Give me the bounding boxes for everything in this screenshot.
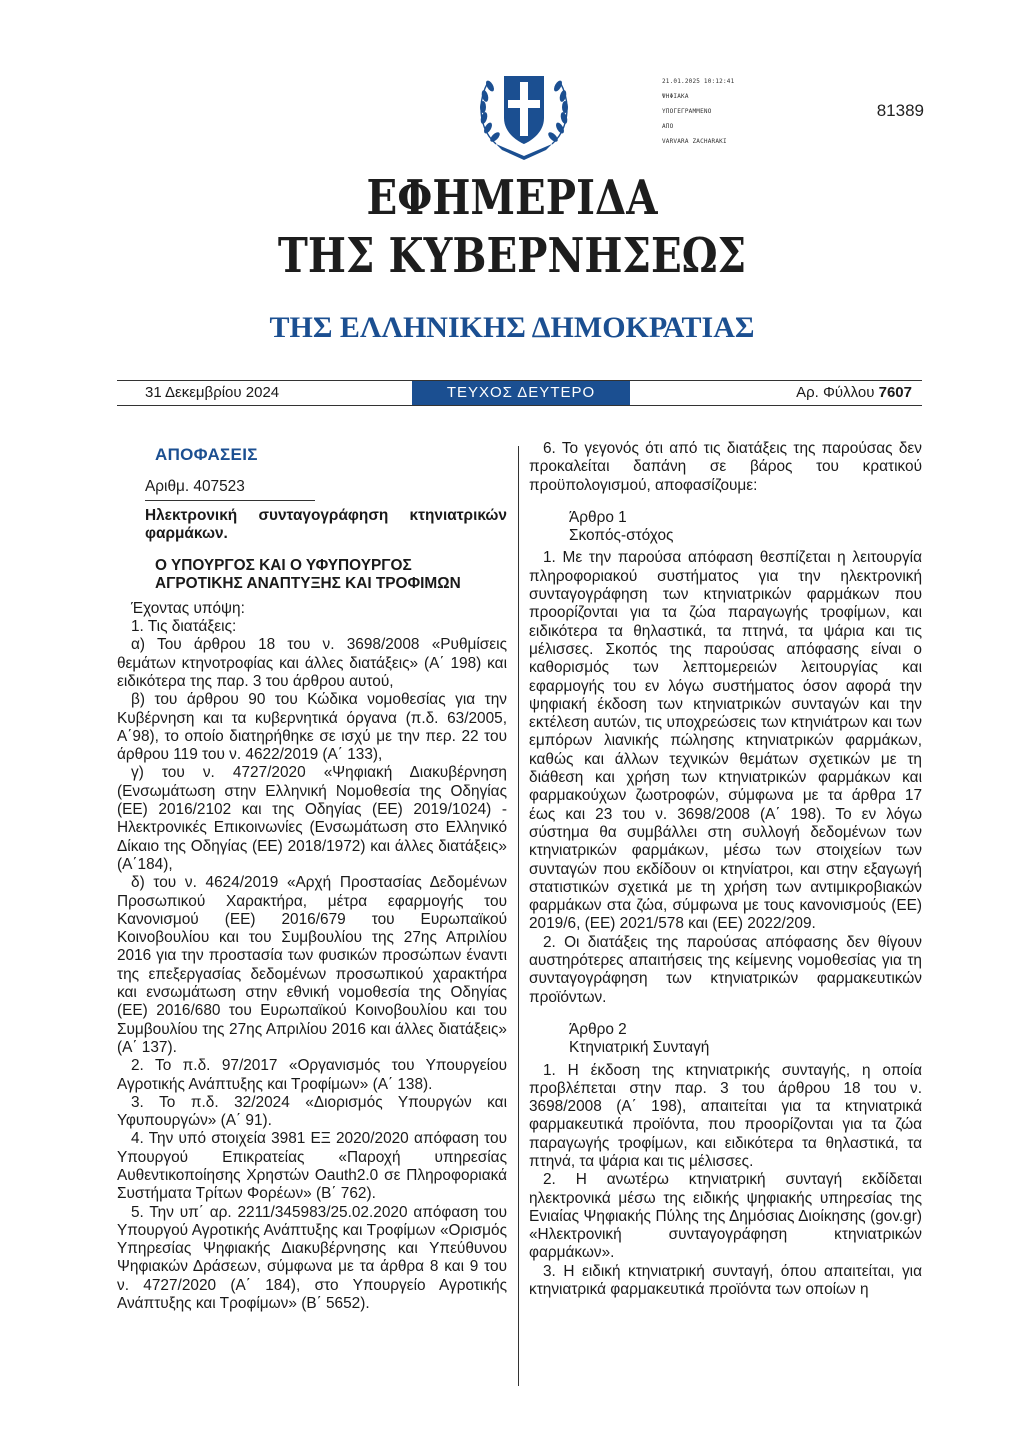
sheet-number: [796, 384, 912, 401]
issue-type-badge: ΤΕΥΧΟΣ ΔΕΥΤΕΡΟ: [412, 381, 630, 405]
page-number: 81389: [876, 101, 924, 120]
paragraph: 5. Την υπ΄ αρ. 2211/345983/25.02.2020 απόφαση του Υπουργού Αγροτικής Ανάπτυξης και Τροφίμων «Ορισμός Υπηρεσίας Ψηφιακής Διακυβέρνησης και Υπεύθυνου Ψηφιακών Δράσεων, σύμφωνα με τα άρθρα 8 και 9 του ν. 4727/2020 (Α΄ 184), στο Υπουργείο Αγροτικής Ανάπτυξης και Τροφίμων» (Β΄ 5652).: [117, 1203, 507, 1313]
paragraph: 3. Η ειδική κτηνιατρική συνταγή, όπου απαιτείται, για κτηνιατρικά φαρμακευτικά προϊόντα των οποίων η: [529, 1262, 922, 1299]
paragraph: 1. Η έκδοση της κτηνιατρικής συνταγής, η οποία προβλέπεται στην παρ. 3 του άρθρου 18 του ν. 3698/2008 (Α΄ 198), απαιτείται για τα κτηνιατρικά φαρμακευτικά προϊόντα, που προορίζονται για τα ζώα παραγωγής τροφίμων, και ειδικότερα τα θηλαστικά, τα πτηνά, τα ψάρια και τις μέλισσες.: [529, 1061, 922, 1170]
article-2-heading: Άρθρο 2: [569, 1020, 627, 1038]
paragraph: 4. Την υπό στοιχεία 3981 ΕΞ 2020/2020 απόφαση του Υπουργού Επικρατείας «Παροχή υπηρεσίας Αυθεντικοποίησης Χρηστών Oauth2.0 σε Πληροφοριακά Συστήματα Τρίτων Φορέων» (Β΄ 762).: [117, 1130, 507, 1203]
sheet-number-value: 7607: [878, 384, 912, 401]
authority-line: ΑΓΡΟΤΙΚΗΣ ΑΝΑΠΤΥΞΗΣ ΚΑΙ ΤΡΟΦΙΜΩΝ: [155, 575, 461, 593]
issue-bar-bottom-rule: [117, 405, 922, 406]
gazette-subtitle: ΤΗΣ ΕΛΛΗΝΙΚΗΣ ΔΗΜΟΚΡΑΤΙΑΣ: [269, 311, 755, 344]
hellenic-republic-emblem: [466, 52, 582, 168]
stamp-line: VARVARA ZACHARAKI: [662, 138, 727, 145]
paragraph: γ) του ν. 4727/2020 «Ψηφιακή Διακυβέρνηση (Ενσωμάτωση στην Ελληνική Νομοθεσία της Οδηγίας (ΕΕ) 2016/2102 και της Οδηγίας (ΕΕ) 2019/1024) - Ηλεκτρονικές Επικοινωνίες (Ενσωμάτωση στο Ελληνικό Δίκαιο της Οδηγίας (ΕΕ) 2018/1972) και άλλες διατάξεις» (Α΄184),: [117, 764, 507, 873]
stamp-line: ΨΗΦΙΑΚΑ: [662, 93, 689, 100]
article-1-heading: Άρθρο 1: [569, 508, 627, 526]
authority-line: Ο ΥΠΟΥΡΓΟΣ ΚΑΙ Ο ΥΦΥΠΟΥΡΓΟΣ: [155, 557, 412, 575]
left-column: [117, 440, 507, 1313]
decision-number: Αριθμ. 407523: [145, 478, 315, 500]
stamp-line: ΑΠΟ: [662, 123, 674, 130]
stamp-line: ΥΠΟΓΕΓΡΑΜΜΕΝΟ: [662, 108, 712, 115]
gazette-title-line-2: ΤΗΣ ΚΥΒΕΡΝΗΣΕΩΣ: [277, 228, 747, 284]
article-2-title: Κτηνιατρική Συνταγή: [569, 1039, 710, 1057]
paragraph: 3. Το π.δ. 32/2024 «Διορισμός Υπουργών και Υφυπουργών» (Α΄ 91).: [117, 1093, 507, 1130]
paragraph: 1. Τις διατάξεις:: [131, 618, 237, 636]
paragraph: 6. Το γεγονός ότι από τις διατάξεις της παρούσας δεν προκαλείται δαπάνη σε βάρος του κρατικού προϋπολογισμού, αποφασίζουμε:: [529, 440, 922, 494]
paragraph: 1. Με την παρούσα απόφαση θεσπίζεται η λειτουργία πληροφοριακού συστήματος για την ηλεκτρονική συνταγογράφηση των κτηνιατρικών φαρμάκων που προορίζονται για τα ζώα παραγωγής τροφίμων, και ειδικότερα τα θηλαστικά, τα πτηνά, τα ψάρια και τις μέλισσες. Σκοπός της παρούσας απόφασης είναι ο καθορισμός των λεπτομερειών λειτουργίας και εφαρμογής του εν λόγω συστήματος όσον αφορά την ψηφιακή έκδοση των κτηνιατρικών συνταγών και την εκτέλεση αυτών, τις υποχρεώσεις των κτηνιάτρων και των εμπόρων λιανικής πώλησης κτηνιατρικών φαρμάκων, καθώς και άλλων τεχνικών θεμάτων σχετικών με τη διάθεση και χρήση των κτηνιατρικών φαρμάκων και φαρμακούχων ζωοτροφών, σύμφωνα με τα άρθρα 17 έως και 23 του ν. 3698/2008 (Α΄ 198). Το εν λόγω σύστημα θα συμβάλλει στη συλλογή δεδομένων των κτηνιατρικών φαρμάκων, μέσω των στοιχείων των συνταγών που εκδίδουν οι κτηνίατροι, και στην εξαγωγή στατιστικών σχετικά με τη χρήση των αντιμικροβιακών φαρμάκων στα ζώα, σύμφωνα με τους κανονισμούς (ΕΕ) 2019/6, (ΕΕ) 2021/578 και (ΕΕ) 2022/209.: [529, 549, 922, 933]
paragraph: 2. Η ανωτέρω κτηνιατρική συνταγή εκδίδεται ηλεκτρονικά μέσω της ειδικής ψηφιακής υπηρεσίας της Ενιαίας Ψηφιακής Πύλης της Δημόσιας Διοίκησης (gov.gr) «Ηλεκτρονική συνταγογράφηση κτηνιατρικών φαρμάκων».: [529, 1171, 922, 1262]
gazette-title-line-1: ΕΦΗΜΕΡΙΔΑ: [366, 170, 658, 226]
section-heading: ΑΠΟΦΑΣΕΙΣ: [155, 445, 258, 464]
paragraph: Έχοντας υπόψη:: [131, 599, 245, 617]
sheet-label: Αρ. Φύλλου: [796, 384, 875, 401]
decision-title: Ηλεκτρονική συνταγογράφηση κτηνιατρικών φαρμάκων.: [145, 506, 507, 542]
paragraph: δ) του ν. 4624/2019 «Αρχή Προστασίας Δεδομένων Προσωπικού Χαρακτήρα, μέτρα εφαρμογής του Κανονισμού (ΕΕ) 2016/679 του Ευρωπαϊκού Κοινοβουλίου και του Συμβουλίου της 27ης Απριλίου 2016 για την προστασία των φυσικών προσώπων έναντι της επεξεργασίας δεδομένων προσωπικού χαρακτήρα και ενσωμάτωση στην εθνική νομοθεσία της Οδηγίας (ΕΕ) 2016/680 του Ευρωπαϊκού Κοινοβουλίου και του Συμβουλίου της 27ης Απριλίου 2016 και άλλες διατάξεις» (Α΄ 137).: [117, 874, 507, 1056]
paragraph: α) Του άρθρου 18 του ν. 3698/2008 «Ρυθμίσεις θεμάτων κτηνοτροφίας και άλλες διατάξεις» (Α΄ 198) και ειδικότερα της παρ. 3 του άρθρου αυτού,: [117, 636, 507, 690]
paragraph: 2. Οι διατάξεις της παρούσας απόφασης δεν θίγουν αυστηρότερες απαιτήσεις της κείμενης νομοθεσίας για τη συνταγογράφηση των κτηνιατρικών φαρμακευτικών προϊόντων.: [529, 933, 922, 1006]
issue-info-bar: [117, 380, 922, 406]
digital-signature-stamp: [662, 74, 734, 149]
article-1-title: Σκοπός-στόχος: [569, 527, 674, 545]
right-column: [529, 440, 922, 1299]
paragraph: β) του άρθρου 90 του Κώδικα νομοθεσίας για την Κυβέρνηση και τα κυβερνητικά όργανα (π.δ. 63/2005, Α΄98), το οποίο διατηρήθηκε σε ισχύ με την περ. 22 του άρθρου 119 του ν. 4622/2019 (Α΄ 133),: [117, 691, 507, 764]
stamp-line: 21.01.2025 10:12:41: [662, 78, 735, 85]
column-divider: [518, 446, 519, 1386]
paragraph: 2. Το π.δ. 97/2017 «Οργανισμός του Υπουργείου Αγροτικής Ανάπτυξης και Τροφίμων» (Α΄ 138).: [117, 1057, 507, 1093]
issuing-authority: [155, 557, 507, 594]
issue-date: 31 Δεκεμβρίου 2024: [145, 384, 280, 401]
